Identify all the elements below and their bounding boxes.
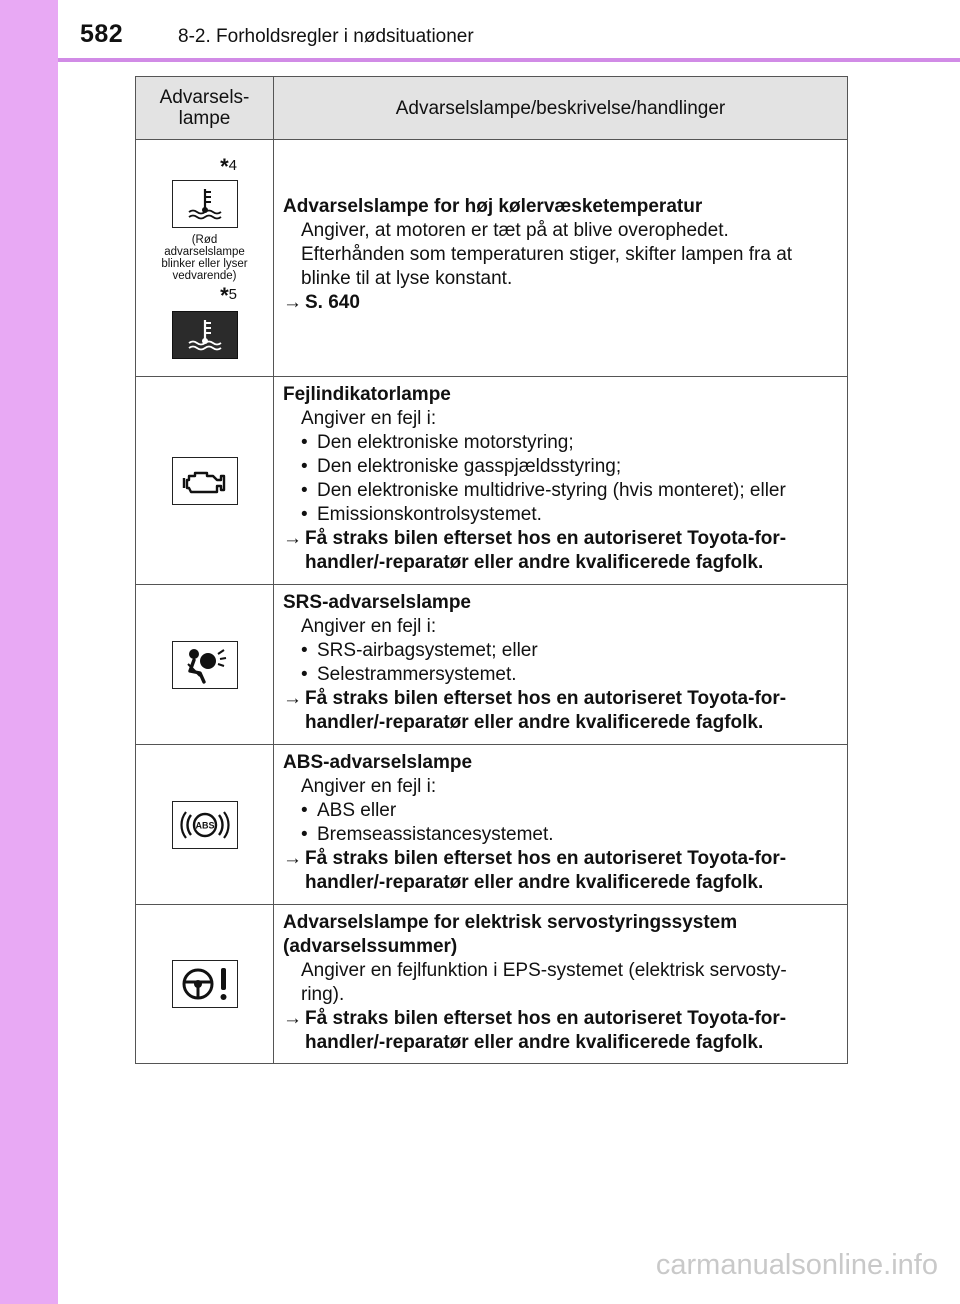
warning-title: Fejlindikatorlampe (283, 384, 451, 405)
icon-cell (136, 585, 274, 745)
airbag-icon (172, 641, 238, 689)
abs-icon (172, 801, 238, 849)
arrow-right-icon: → (283, 688, 302, 709)
table-header-row (136, 77, 848, 140)
column-header-description: Advarselslampe/beskrivelse/handlinger (274, 77, 848, 140)
page-reference: → S. 640 (283, 292, 360, 313)
column-header-lamp-line2: lampe (178, 108, 231, 129)
warning-title: ABS-advarselslampe (283, 752, 473, 773)
list-item: • Bremseassistancesystemet. (301, 824, 554, 845)
svg-text:ABS: ABS (194, 820, 215, 830)
list-item: • Den elektroniske multidrive-styring (hvis monteret); eller (301, 480, 786, 501)
coolant-temperature-icon (172, 311, 238, 359)
description-line: Efterhånden som temperaturen stiger, skifter lampen fra at (301, 244, 793, 265)
list-item: • Emissionskontrolsystemet. (301, 504, 542, 525)
description-line: Angiver en fejl i: (301, 408, 437, 429)
description-line: ring). (301, 984, 345, 1005)
list-item: • SRS-airbagsystemet; eller (301, 640, 538, 661)
warning-lights-table (135, 76, 848, 1064)
list-item: • Den elektroniske motorstyring; (301, 432, 574, 453)
table-row (136, 377, 848, 585)
icon-cell (136, 377, 274, 585)
description-line: Angiver en fejl i: (301, 776, 437, 797)
arrow-right-icon: → (283, 848, 302, 869)
table-row (136, 745, 848, 905)
warning-title: Advarselslampe for høj kølervæsketemperatur (283, 196, 703, 217)
column-header-lamp-line1: Advarsels- (159, 87, 250, 108)
page-number: 582 (80, 20, 124, 48)
table-row (136, 140, 848, 377)
icon-cell (136, 140, 274, 377)
description-cell (274, 585, 848, 745)
description-cell (274, 905, 848, 1064)
arrow-right-icon: → (283, 292, 302, 313)
arrow-right-icon: → (283, 528, 302, 549)
warning-title: SRS-advarselslampe (283, 592, 471, 613)
action-instruction: → Få straks bilen efterset hos en autoriseret Toyota-for- handler/-reparatør eller andre kvalificerede fagfolk. (283, 528, 787, 573)
table-row (136, 905, 848, 1064)
warning-title: (advarselssummer) (283, 936, 458, 957)
action-instruction: → Få straks bilen efterset hos en autoriseret Toyota-for- handler/-reparatør eller andre kvalificerede fagfolk. (283, 1008, 787, 1053)
icon-cell (136, 905, 274, 1064)
header-rule (58, 58, 960, 62)
description-cell (274, 377, 848, 585)
table-row (136, 585, 848, 745)
engine-icon (172, 457, 238, 505)
warning-title: Advarselslampe for elektrisk servostyringssystem (283, 912, 738, 933)
section-title: 8-2. Forholdsregler i nødsituationer (178, 26, 474, 47)
footnote-marker-4: *4 (220, 154, 237, 179)
icon-caption: (Rød advarselslampe blinker eller lyser vedvarende) (161, 234, 248, 282)
description-cell (274, 140, 848, 377)
footnote-marker-5: *5 (220, 283, 237, 308)
action-instruction: → Få straks bilen efterset hos en autoriseret Toyota-for- handler/-reparatør eller andre kvalificerede fagfolk. (283, 848, 787, 893)
list-item: • ABS eller (301, 800, 397, 821)
description-line: blinke til at lyse konstant. (301, 268, 513, 289)
action-instruction: → Få straks bilen efterset hos en autoriseret Toyota-for- handler/-reparatør eller andre kvalificerede fagfolk. (283, 688, 787, 733)
coolant-temperature-icon (172, 180, 238, 228)
description-line: Angiver, at motoren er tæt på at blive overophedet. (301, 220, 729, 241)
description-line: Angiver en fejl i: (301, 616, 437, 637)
list-item: • Selestrammersystemet. (301, 664, 517, 685)
left-color-strip (0, 0, 58, 1304)
column-header-lamp (136, 77, 274, 140)
description-line: Angiver en fejlfunktion i EPS-systemet (elektrisk servosty- (301, 960, 787, 981)
list-item: • Den elektroniske gasspjældsstyring; (301, 456, 622, 477)
description-cell (274, 745, 848, 905)
watermark: carmanualsonline.info (655, 1249, 938, 1281)
steering-wheel-warning-icon (172, 960, 238, 1008)
arrow-right-icon: → (283, 1008, 302, 1029)
icon-cell (136, 745, 274, 905)
